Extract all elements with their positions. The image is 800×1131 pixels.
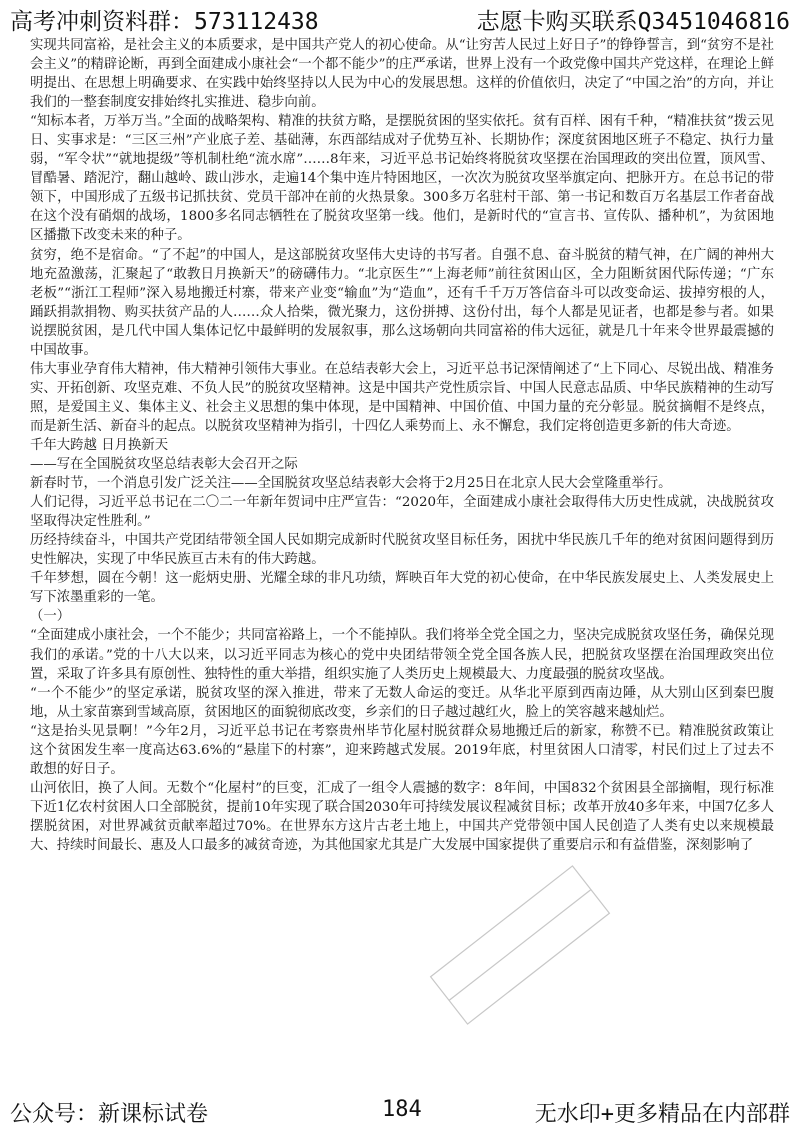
paragraph: 伟大事业孕育伟大精神，伟大精神引领伟大事业。在总结表彰大会上，习近平总书记深情阐述了“上下同心、尽锐出战、精准务实、开拓创新、攻坚克难、不负人民”的脱贫攻坚精神。这是中国共产党性质宗旨、中国人民意志品质、中华民族精神的生动写照，是爱国主义、集体主义、社会主义思想的集中体现，是中国精神、中国价值、中国力量的充分彰显。脱贫摘帽不是终点，而是新生活、新奋斗的起点。以脱贫攻坚精神为指引，十四亿人乘势而上、永不懈怠，我们定将创造更多新的伟大奇迹。 [30, 361, 774, 434]
paragraph: 历经持续奋斗，中国共产党团结带领全国人民如期完成新时代脱贫攻坚目标任务，困扰中华民族几千年的绝对贫困问题得到历史性解决，实现了中华民族亘古未有的伟大跨越。 [30, 533, 774, 568]
section-number: （一） [30, 609, 71, 625]
paragraph: 贫穷，绝不是宿命。“了不起”的中国人，是这部脱贫攻坚伟大史诗的书写者。自强不息、奋斗脱贫的精气神，在广阔的神州大地充盈激荡，汇聚起了“敢教日月换新天”的磅礴伟力。“北京医生”“上海老师”前往贫困山区，全力阻断贫困代际传递；“广东老板”“浙江工程师”深入易地搬迁村寨，带来产业变“输血”为“造血”，还有千千万万答信奋斗可以改变命运、拔掉穷根的人，踊跃捐款捐物、购买扶贫产品的人……众人拾柴，微光聚力，这份拼搏、这份付出，每个人都是见证者，也都是参与者。如果说摆脱贫困，是几代中国人集体记忆中最鲜明的发展叙事，那么这场朝向共同富裕的伟大远征，就是几十年来令世界最震撼的中国故事。 [30, 247, 774, 358]
article-body [30, 36, 774, 1091]
paragraph: “全面建成小康社会，一个不能少；共同富裕路上，一个不能掉队。我们将举全党全国之力，坚决完成脱贫攻坚任务，确保兑现我们的承诺。”党的十八大以来，以习近平同志为核心的党中央团结带领全党全国各族人民，把脱贫攻坚摆在治国理政突出位置，采取了许多具有原创性、独特性的重大举措，组织实施了人类历史上规模最大、力度最强的脱贫攻坚战。 [30, 628, 774, 682]
paragraph: 新春时节，一个消息引发广泛关注——全国脱贫攻坚总结表彰大会将于2月25日在北京人民大会堂隆重举行。 [30, 476, 672, 492]
paragraph: 实现共同富裕，是社会主义的本质要求，是中国共产党人的初心使命。从“让穷苦人民过上好日子”的铮铮誓言，到“贫穷不是社会主义”的精辟论断，再到全面建成小康社会“一个都不能少”的庄严承诺，世界上没有一个政党像中国共产党这样，在理论上鲜明提出、在思想上明确要求、在实践中始终坚持以人民为中心的发展思想。这样的价值依归，决定了“中国之治”的方向，并让我们的一整套制度安排始终扎实推进、稳步向前。 [30, 38, 774, 111]
footer-left-text: 公众号：新课标试卷 [10, 1102, 209, 1127]
article-title: 千年大跨越 日月换新天 [30, 437, 169, 453]
page-header [10, 2, 790, 36]
paragraph: 山河依旧，换了人间。无数个“化屋村”的巨变，汇成了一组令人震撼的数字：8年间，中国832个贫困县全部摘帽，现行标准下近1亿农村贫困人口全部脱贫，提前10年实现了联合国2030年可持续发展议程减贫目标；改革开放40多年来，中国7亿多人摆脱贫困，对世界减贫贡献率超过70%。在世界东方这片古老土地上，中国共产党带领中国人民创造了人类有史以来规模最大、持续时间最长、惠及人口最多的减贫奇迹，为其他国家尤其是广大发展中国家提供了重要启示和有益借鉴，深刻影响了 [30, 780, 774, 853]
footer-right-text: 无水印+更多精品在内部群 [534, 1102, 790, 1127]
page-number: 184 [382, 1097, 422, 1122]
paragraph: “这是抬头见景啊！”今年2月，习近平总书记在考察贵州毕节化屋村脱贫群众易地搬迁后的新家，称赞不已。精准脱贫政策让这个贫困发生率一度高达63.6%的“悬崖下的村寨”，迎来跨越式发展。2019年底，村里贫困人口清零，村民们过上了过去不敢想的好日子。 [30, 723, 774, 777]
paragraph: 千年梦想，圆在今朝！这一彪炳史册、光耀全球的非凡功绩，辉映百年大党的初心使命，在中华民族发展史上、人类发展史上写下浓墨重彩的一笔。 [30, 571, 774, 606]
paragraph: “知标本者，万举万当。”全面的战略架构、精准的扶贫方略，是摆脱贫困的坚实依托。贫有百样、困有千种，“精准扶贫”拨云见日、实事求是：“三区三州”产业底子差、基础薄，东西部结成对子优势互补、长期协作；深度贫困地区班子不稳定、执行力量弱，“军令状”“就地提级”等机制杜绝“流水席”……8年来，习近平总书记始终将脱贫攻坚摆在治国理政的突出位置，顶风雪、冒酷暑、踏泥泞，翻山越岭、跋山涉水，走遍14个集中连片特困地区，一次次为脱贫攻坚举旗定向、把脉开方。在总书记的带领下，中国形成了五级书记抓扶贫、党员干部冲在前的火热景象。300多万名驻村干部、第一书记和数百万名基层工作者奋战在这个没有硝烟的战场，1800多名同志牺牲在了脱贫攻坚第一线。他们，是新时代的“宣言书、宣传队、播种机”，为贫困地区播撒下改变未来的种子。 [30, 114, 774, 244]
header-right-text: 志愿卡购买联系Q3451046816 [476, 8, 790, 35]
article-subtitle: ——写在全国脱贫攻坚总结表彰大会召开之际 [30, 457, 298, 473]
paragraph: 人们记得，习近平总书记在二〇二一年新年贺词中庄严宣告：“2020年，全面建成小康社会取得伟大历史性成就，决战脱贫攻坚取得决定性胜利。” [30, 495, 774, 530]
header-left-text: 高考冲刺资料群：573112438 [10, 8, 319, 35]
page-footer [10, 1093, 790, 1129]
paragraph: “一个不能少”的坚定承诺，脱贫攻坚的深入推进，带来了无数人命运的变迁。从华北平原到西南边陲，从大别山区到秦巴腹地，从土家苗寨到雪域高原，贫困地区的面貌彻底改变，乡亲们的日子越过越红火，脸上的笑容越来越灿烂。 [30, 685, 774, 720]
